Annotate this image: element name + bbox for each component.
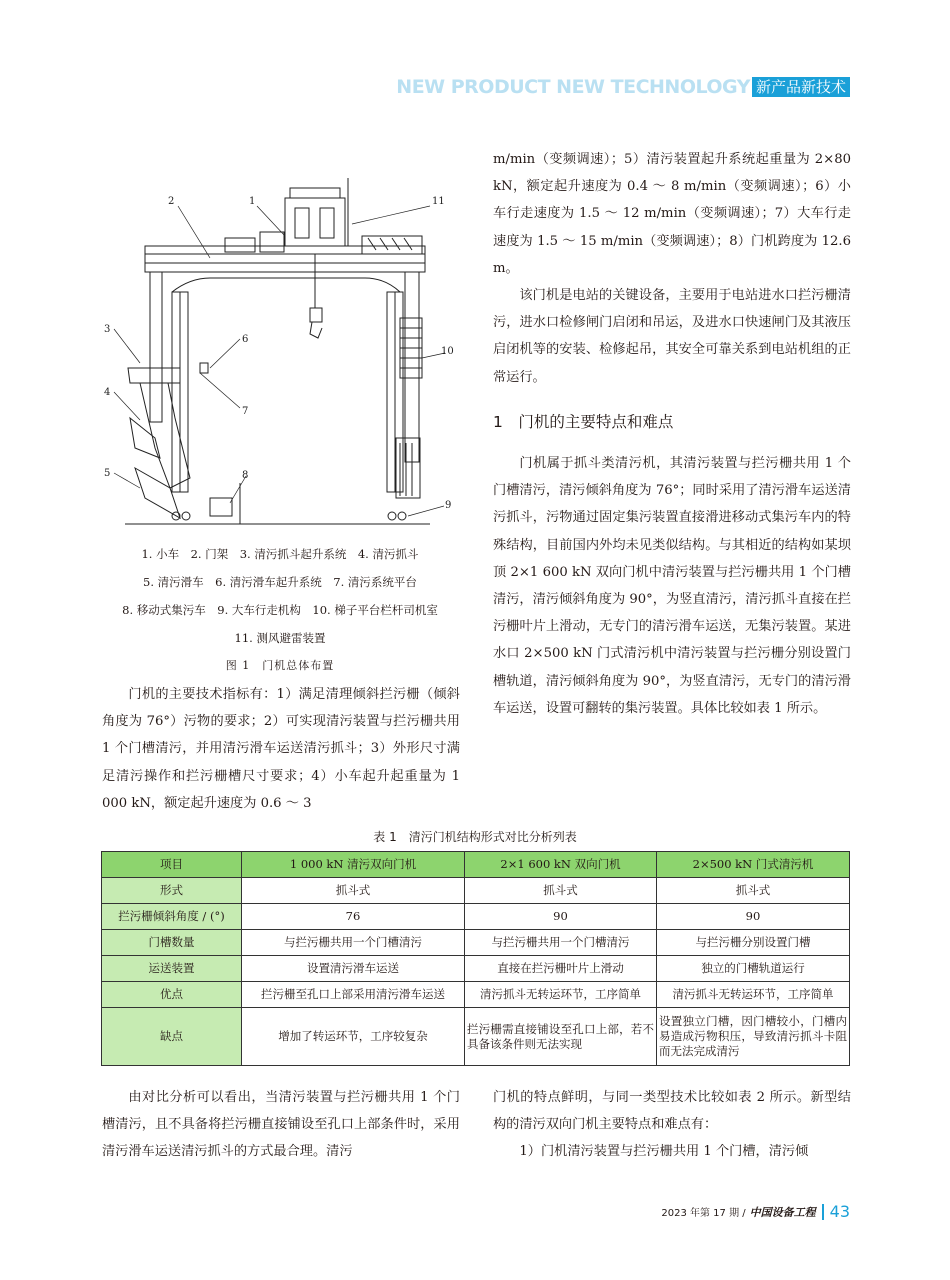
section-title: 1 门机的主要特点和难点 — [493, 412, 674, 431]
table-cell: 76 — [242, 904, 465, 930]
table-cell: 直接在拦污栅叶片上滑动 — [465, 956, 657, 982]
row-label: 优点 — [102, 982, 242, 1008]
table-row — [102, 956, 850, 982]
row-label: 运送装置 — [102, 956, 242, 982]
table-cell: 抓斗式 — [465, 878, 657, 904]
gantry-frame-drawing — [125, 178, 430, 524]
table-row — [102, 930, 850, 956]
table-row — [102, 904, 850, 930]
paragraph: 门机的特点鲜明，与同一类型技术比较如表 2 所示。新型结构的清污双向门机主要特点和难点有： — [493, 1090, 851, 1133]
table-cell: 抓斗式 — [657, 878, 850, 904]
row-label: 门槽数量 — [102, 930, 242, 956]
table-cell: 90 — [465, 904, 657, 930]
callout-7: 7 — [242, 406, 249, 417]
callout-1: 1 — [249, 196, 256, 207]
header-cell: 项目 — [102, 852, 242, 878]
callout-3: 3 — [104, 324, 111, 335]
table-cell: 抓斗式 — [242, 878, 465, 904]
page-number: 43 — [829, 1202, 850, 1221]
figure-legend — [95, 540, 465, 680]
callout-5: 5 — [104, 468, 111, 479]
table-cell: 与拦污栅共用一个门槽清污 — [465, 930, 657, 956]
table-cell: 90 — [657, 904, 850, 930]
table-cell: 清污抓斗无转运环节，工序简单 — [465, 982, 657, 1008]
table-cell: 与拦污栅分别设置门槽 — [657, 930, 850, 956]
comparison-table — [101, 851, 850, 1066]
callout-8: 8 — [242, 470, 249, 481]
row-label: 形式 — [102, 878, 242, 904]
callout-2: 2 — [168, 196, 175, 207]
footer-divider — [822, 1204, 824, 1220]
paragraph: 门机属于抓斗类清污机，其清污装置与拦污栅共用 1 个门槽清污，清污倾斜角度为 76°；同时采用了清污滑车运送清污抓斗，污物通过固定集污装置直接滑进移动式集污车内的特殊结构，目前国内外均未见类似结构。与其相近的结构如某坝顶 2×1 600 kN 双向门机中清污装置与拦污栅共用 1 个门槽清污，清污倾斜角度为 90°，为竖直清污，清污抓斗直接在拦污栅叶片上滑动，无专门的清污滑车运送，无集污装置。某进水口 2×500 kN 门式清污机中清污装置与拦污栅分别设置门槽轨道，清污倾斜角度为 90°，为竖直清污，无专门的清污滑车运送，设置可翻转的集污装置。具体比较如表 1 所示。 — [493, 456, 851, 716]
figure-caption: 图 1 门机总体布置 — [225, 659, 335, 672]
table-cell: 独立的门槽轨道运行 — [657, 956, 850, 982]
left-column-bottom — [102, 1084, 460, 1166]
gantry-crane-diagram — [100, 158, 460, 538]
page-footer — [661, 1202, 850, 1221]
table-header-row — [102, 852, 850, 878]
header-cell: 2×500 kN 门式清污机 — [657, 852, 850, 878]
row-label: 缺点 — [102, 1008, 242, 1066]
magazine-name: 中国设备工程 — [749, 1205, 816, 1219]
header-english: NEW PRODUCT NEW TECHNOLOGY — [396, 76, 750, 98]
callout-6: 6 — [242, 334, 249, 345]
table-cell: 清污抓斗无转运环节，工序简单 — [657, 982, 850, 1008]
table-row — [102, 982, 850, 1008]
paragraph: m/min（变频调速）；5）清污装置起升系统起重量为 2×80 kN，额定起升速度为 0.4 ～ 8 m/min（变频调速）；6）小车行走速度为 1.5 ～ 12 m/min（变频调速）；7）大车行走速度为 1.5 ～ 15 m/min（变频调速）；8）门机跨度为 12.6 m。 — [493, 152, 851, 276]
table-cell: 增加了转运环节，工序较复杂 — [242, 1008, 465, 1066]
legend-line: 8. 移动式集污车 9. 大车行走机构 10. 梯子平台栏杆司机室 — [122, 603, 438, 617]
paragraph: 该门机是电站的关键设备，主要用于电站进水口拦污栅清污，进水口检修闸门启闭和吊运，及进水口快速闸门及其液压启闭机等的安装、检修起吊，其安全可靠关系到电站机组的正常运行。 — [493, 288, 851, 385]
table-cell: 与拦污栅共用一个门槽清污 — [242, 930, 465, 956]
table-cell: 拦污栅至孔口上部采用清污滑车运送 — [242, 982, 465, 1008]
left-column-top — [102, 681, 460, 817]
right-column-bottom — [493, 1084, 851, 1166]
table-cell: 设置清污滑车运送 — [242, 956, 465, 982]
legend-line: 1. 小车 2. 门架 3. 清污抓斗起升系统 4. 清污抓斗 — [141, 547, 419, 561]
callout-9: 9 — [445, 500, 452, 511]
issue-info: 2023 年第 17 期 / — [661, 1208, 746, 1219]
header-cell: 1 000 kN 清污双向门机 — [242, 852, 465, 878]
table-title: 表 1 清污门机结构形式对比分析列表 — [373, 830, 577, 844]
paragraph: 由对比分析可以看出，当清污装置与拦污栅共用 1 个门槽清污，且不具备将拦污栅直接铺设至孔口上部条件时，采用清污滑车运送清污抓斗的方式最合理。清污 — [102, 1090, 460, 1160]
paragraph: 1）门机清污装置与拦污栅共用 1 个门槽，清污倾 — [519, 1144, 809, 1160]
callout-4: 4 — [104, 387, 111, 398]
paragraph: 门机的主要技术指标有：1）满足清理倾斜拦污栅（倾斜角度为 76°）污物的要求；2）可实现清污装置与拦污栅共用 1 个门槽清污，并用清污滑车运送清污抓斗；3）外形尺寸满足清污操作和拦污栅槽尺寸要求；4）小车起升起重量为 1 000 kN，额定起升速度为 0.6 ～ 3 — [102, 687, 460, 811]
header-cell: 2×1 600 kN 双向门机 — [465, 852, 657, 878]
right-column-top — [493, 146, 851, 722]
header-chinese: 新产品新技术 — [752, 77, 850, 97]
legend-line: 5. 清污滑车 6. 清污滑车起升系统 7. 清污系统平台 — [143, 575, 417, 589]
row-label: 拦污栅倾斜角度 / (°) — [102, 904, 242, 930]
table-row — [102, 878, 850, 904]
page-header — [396, 76, 850, 98]
callout-11: 11 — [432, 196, 445, 207]
table-row — [102, 1008, 850, 1066]
table-cell: 拦污栅需直接铺设至孔口上部，若不具备该条件则无法实现 — [465, 1008, 657, 1066]
callout-10: 10 — [441, 346, 454, 357]
legend-line: 11. 测风避雷装置 — [234, 631, 326, 645]
table-cell: 设置独立门槽，因门槽较小，门槽内易造成污物积压，导致清污抓斗卡阻而无法完成清污 — [657, 1008, 850, 1066]
